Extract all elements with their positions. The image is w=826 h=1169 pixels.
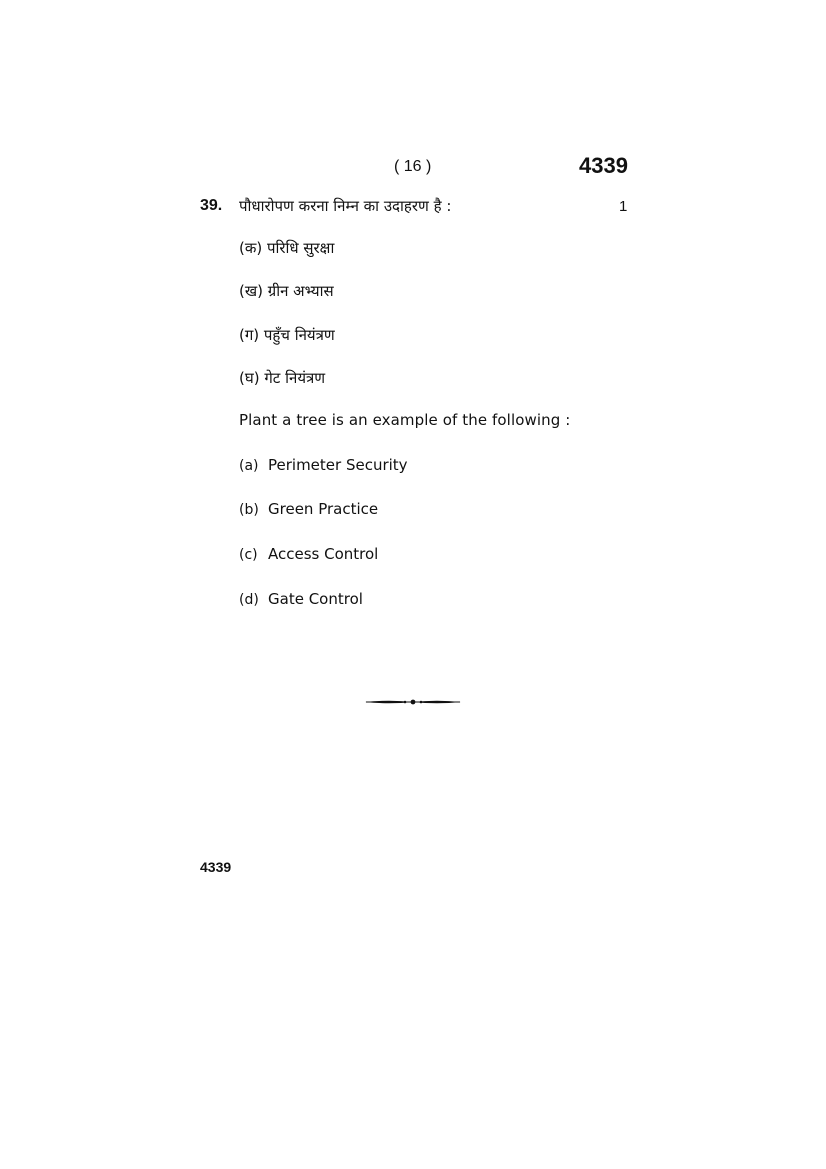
option-label: (c): [239, 547, 258, 563]
end-ornament-icon: [364, 695, 462, 709]
question-marks: 1: [619, 198, 628, 215]
option-text: Perimeter Security: [268, 456, 408, 474]
paper-code-footer: 4339: [200, 859, 232, 875]
option-label: (d): [239, 592, 259, 608]
option-english-c: [239, 545, 378, 563]
question-text-hindi: पौधारोपण करना निम्न का उदाहरण है :: [239, 197, 452, 215]
option-hindi-ka: (क) परिधि सुरक्षा: [239, 239, 335, 257]
option-label: (b): [239, 502, 259, 518]
option-english-a: [239, 456, 408, 474]
question-number: 39.: [200, 197, 223, 214]
option-text: Green Practice: [268, 500, 379, 518]
option-text: Access Control: [268, 545, 379, 563]
option-hindi-kha: (ख) ग्रीन अभ्यास: [239, 282, 334, 300]
page-number: ( 16 ): [394, 158, 432, 175]
option-english-b: [239, 500, 378, 518]
option-english-d: [239, 590, 363, 608]
question-text-english: Plant a tree is an example of the following :: [239, 411, 571, 429]
option-hindi-gha: (घ) गेट नियंत्रण: [239, 369, 326, 387]
option-hindi-ga: (ग) पहुँच नियंत्रण: [239, 326, 335, 344]
paper-code-header: 4339: [579, 153, 628, 178]
option-text: Gate Control: [268, 590, 363, 608]
option-label: (a): [239, 458, 259, 474]
